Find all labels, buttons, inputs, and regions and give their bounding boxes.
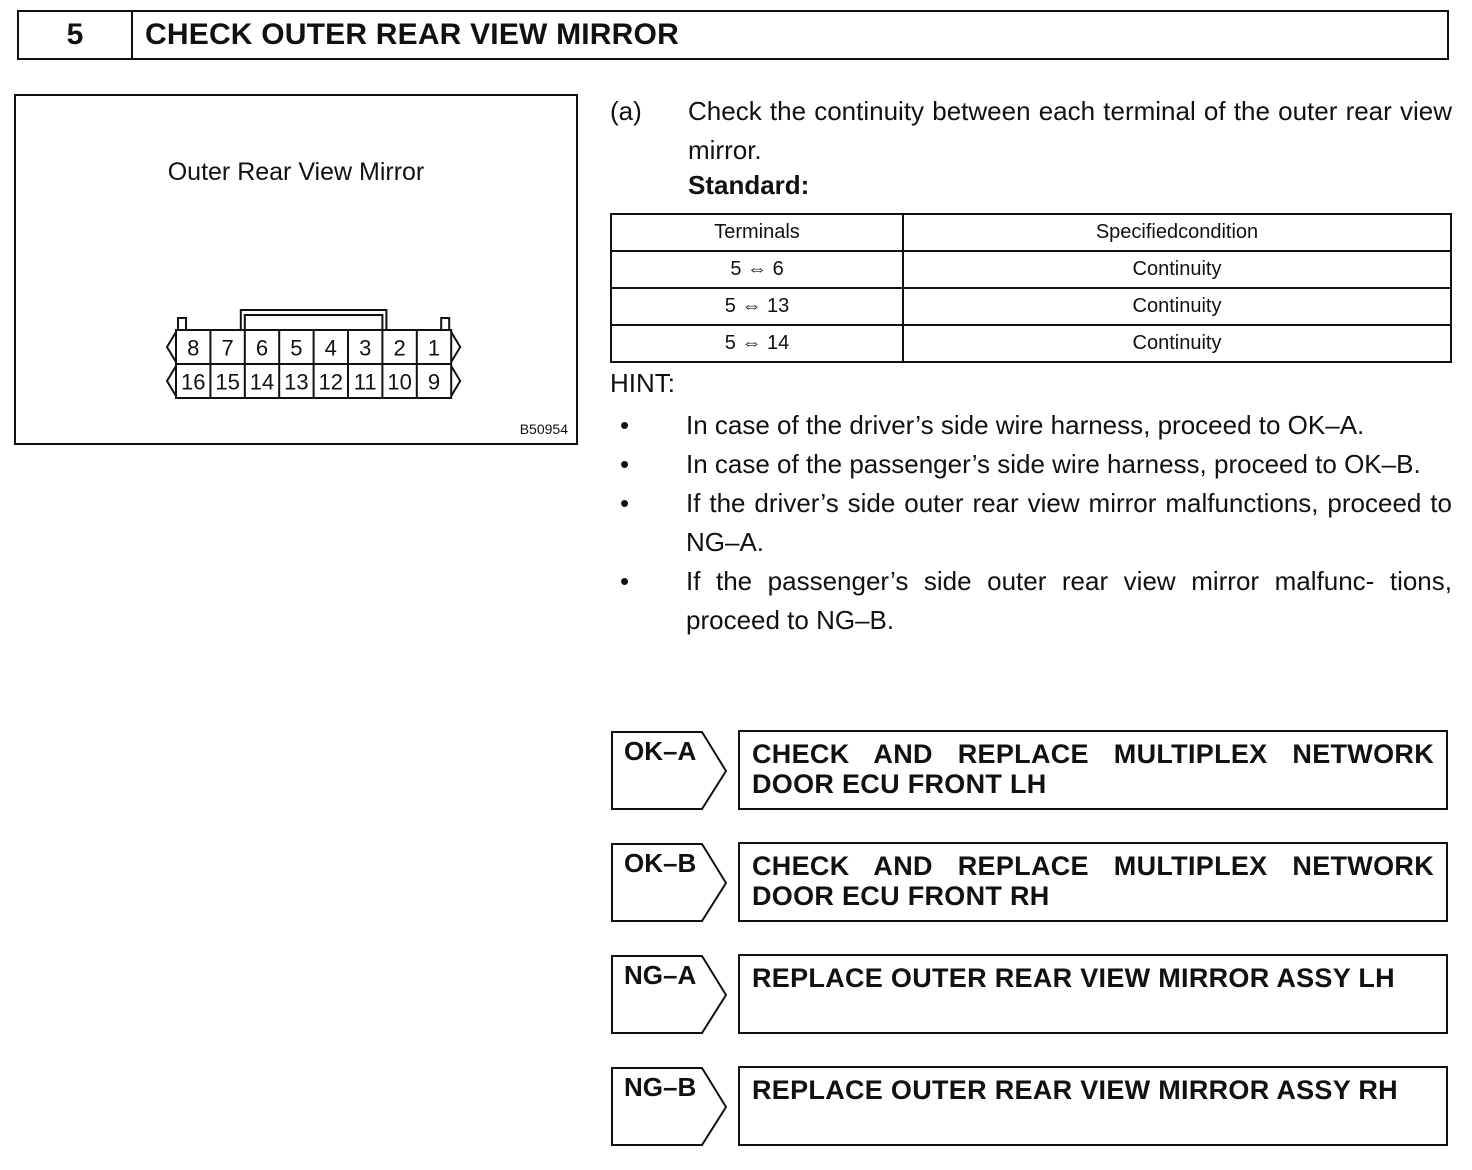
result-action: CHECK AND REPLACE MULTIPLEX NETWORK DOOR ECU FRONT RH <box>738 842 1448 922</box>
table-header-terminals: Terminals <box>611 214 903 251</box>
table-cell-terminals: 5 ⇔ 14 <box>611 325 903 362</box>
table-header-condition: Specifiedcondition <box>903 214 1451 251</box>
table-row <box>611 251 1451 288</box>
table-cell-condition: Continuity <box>903 251 1451 288</box>
table-header-row <box>611 214 1451 251</box>
connector-pin-label: 6 <box>255 335 269 361</box>
step-title: CHECK OUTER REAR VIEW MIRROR <box>145 18 679 51</box>
connector-pin-label: 8 <box>187 335 200 361</box>
table-cell-condition: Continuity <box>903 288 1451 325</box>
table-row <box>611 325 1451 362</box>
spec-table <box>610 213 1452 363</box>
bullet-icon: • <box>620 449 630 479</box>
connector-lock <box>245 315 383 330</box>
connector-right-latch <box>451 332 460 362</box>
result-code: OK–A <box>624 736 697 766</box>
table-cell-condition: Continuity <box>903 325 1451 362</box>
connector-pin-label: 15 <box>215 369 240 395</box>
result-ng-a[interactable] <box>610 954 1450 1036</box>
connector-illustration <box>14 94 578 445</box>
bullet-icon: • <box>620 410 630 440</box>
substep-text: Check the continuity between each terminal of the outer rear view mirror. <box>688 96 1452 165</box>
result-code: NG–A <box>624 960 697 990</box>
connector-tab <box>441 318 449 330</box>
connector-pin-label: 5 <box>290 335 303 361</box>
connector-tab <box>178 318 186 330</box>
result-action: REPLACE OUTER REAR VIEW MIRROR ASSY RH <box>738 1066 1448 1146</box>
result-ng-b[interactable] <box>610 1066 1450 1148</box>
hint-text: If the passenger’s side outer rear view mirror malfunc- tions, proceed to NG–B. <box>686 566 1452 635</box>
connector-pin-label: 11 <box>353 369 377 395</box>
hint-item <box>610 484 1452 562</box>
hint-item <box>610 406 1452 445</box>
table-cell-terminals: 5 ⇔ 13 <box>611 288 903 325</box>
connector-pin-label: 14 <box>249 369 275 395</box>
connector-pin-label: 4 <box>324 335 337 361</box>
table-row <box>611 288 1451 325</box>
connector-pin-label: 13 <box>284 369 309 395</box>
result-ok-a[interactable] <box>610 730 1450 812</box>
connector-pin-label: 3 <box>359 335 372 361</box>
hint-item <box>610 445 1452 484</box>
step-number: 5 <box>19 12 133 58</box>
result-ok-b[interactable] <box>610 842 1450 924</box>
connector-pin-label: 10 <box>387 369 412 395</box>
standard-label: Standard: <box>688 170 810 200</box>
hint-list <box>610 406 1452 640</box>
result-code: NG–B <box>624 1072 697 1102</box>
result-code: OK–B <box>624 848 697 878</box>
connector-diagram <box>16 96 580 447</box>
hint-label: HINT: <box>610 368 675 398</box>
connector-pin-label: 2 <box>393 335 406 361</box>
connector-right-latch <box>451 366 460 396</box>
table-cell-terminals: 5 ⇔ 6 <box>611 251 903 288</box>
hint-text: If the driver’s side outer rear view mirror malfunctions, proceed to NG–A. <box>686 488 1452 557</box>
step-header <box>17 10 1449 60</box>
connector-pin-label: 16 <box>180 369 206 395</box>
hint-item <box>610 562 1452 640</box>
connector-pin-label: 12 <box>318 369 344 395</box>
result-action: REPLACE OUTER REAR VIEW MIRROR ASSY LH <box>738 954 1448 1034</box>
bullet-icon: • <box>620 488 630 518</box>
connector-pin-label: 7 <box>221 335 234 361</box>
connector-pin-label: 1 <box>427 335 441 361</box>
illustration-caption: Outer Rear View Mirror <box>167 158 425 186</box>
illustration-id: B50954 <box>519 421 568 437</box>
connector-left-latch <box>167 366 176 396</box>
substep-a <box>610 92 1452 170</box>
hint-text: In case of the driver’s side wire harness, proceed to OK–A. <box>686 410 1365 440</box>
substep-label: (a) <box>610 96 642 126</box>
result-action: CHECK AND REPLACE MULTIPLEX NETWORK DOOR ECU FRONT LH <box>738 730 1448 810</box>
bullet-icon: • <box>620 566 630 596</box>
hint-text: In case of the passenger’s side wire harness, proceed to OK–B. <box>686 449 1421 479</box>
connector-lock <box>241 310 387 330</box>
connector-left-latch <box>167 332 176 362</box>
connector-pin-label: 9 <box>427 369 441 395</box>
